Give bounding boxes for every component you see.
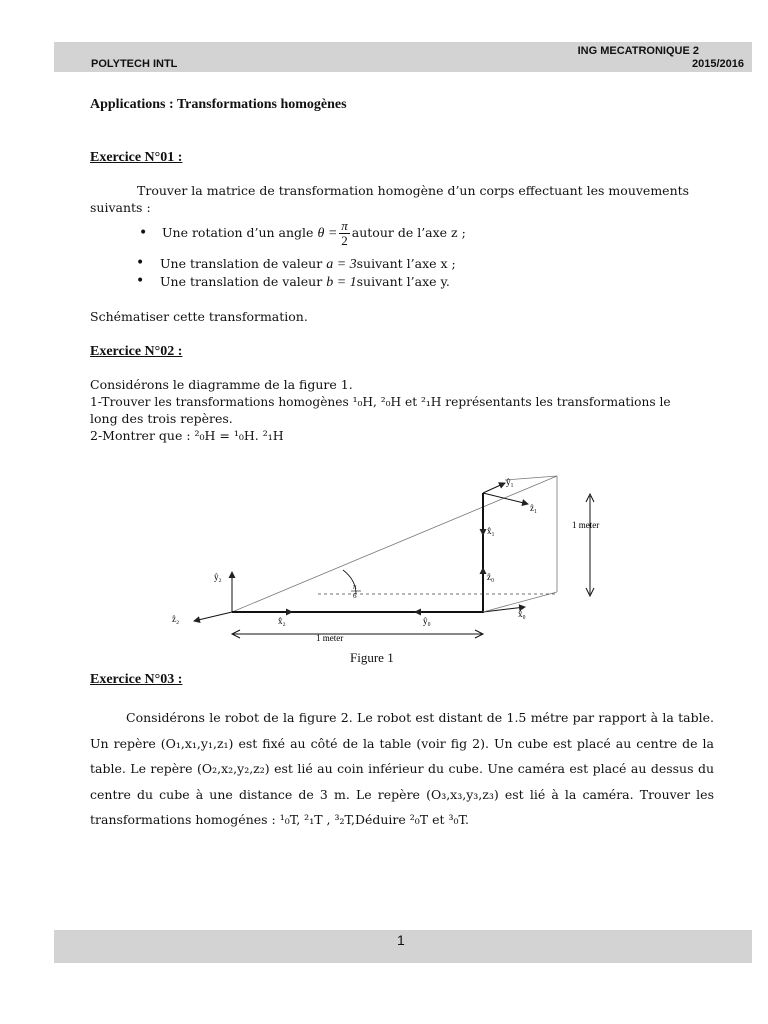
ex1-b1-den: 2 bbox=[341, 233, 348, 248]
ex1-b2-pre: Une translation de valeur bbox=[160, 256, 323, 271]
ex2-line3: long des trois repères. bbox=[90, 411, 233, 426]
ex2-line2: 1-Trouver les transformations homogènes ¹₀H, ²₀H et ²₁H représentants les transformations le bbox=[90, 395, 671, 409]
label-x2: x̂₂ bbox=[278, 616, 286, 626]
label-1meter-right: 1 meter bbox=[572, 520, 600, 530]
y1-axis-arrow bbox=[483, 483, 505, 493]
ex1-intro-line1: Trouver la matrice de transformation homogène d’un corps effectuant les mouvements bbox=[137, 183, 690, 198]
ex3-paragraph bbox=[90, 705, 714, 833]
ex1-bullet1 bbox=[162, 219, 466, 248]
bullet-icon: • bbox=[139, 225, 148, 241]
ex1-bullet2 bbox=[160, 256, 456, 273]
bullet-icon: • bbox=[136, 255, 145, 271]
ex1-b3-math: b = 1 bbox=[326, 275, 357, 290]
label-angle-num: π bbox=[353, 583, 357, 591]
page-number: 1 bbox=[397, 932, 405, 948]
label-x0: x̂₀ bbox=[518, 609, 526, 619]
ex1-b2-post: suivant l’axe x ; bbox=[356, 256, 456, 271]
label-y0: ŷ₀ bbox=[423, 616, 431, 626]
ex1-b1-theta: θ = bbox=[317, 226, 338, 241]
ex1-b3-post: suivant l’axe y. bbox=[356, 274, 450, 289]
label-1meter-bottom: 1 meter bbox=[316, 633, 344, 643]
ex1-b1-num: π bbox=[341, 218, 348, 233]
ex1-intro-line2: suivants : bbox=[90, 200, 151, 215]
ex1-b3-pre: Une translation de valeur bbox=[160, 274, 323, 289]
ex1-b1-fraction bbox=[339, 219, 350, 248]
bullet-icon: • bbox=[136, 273, 145, 289]
label-x1: x̂₁ bbox=[487, 526, 495, 536]
school-name: POLYTECH INTL bbox=[91, 58, 178, 70]
ex2-heading: Exercice N°02 : bbox=[90, 344, 183, 359]
label-y2: ŷ₂ bbox=[214, 572, 222, 582]
label-angle-den: 6 bbox=[353, 592, 357, 600]
ex1-heading: Exercice N°01 : bbox=[90, 150, 183, 165]
hypotenuse-line bbox=[232, 476, 557, 612]
label-z2: ẑ₂ bbox=[172, 614, 180, 624]
ex2-line4: 2-Montrer que : ²₀H = ¹₀H. ²₁H bbox=[90, 428, 284, 443]
course-name: ING MECATRONIQUE 2 bbox=[577, 45, 699, 57]
figure-1-caption: Figure 1 bbox=[350, 650, 394, 665]
figure-1-diagram bbox=[0, 460, 768, 680]
page-title: Applications : Transformations homogènes bbox=[90, 97, 347, 112]
label-z0: ẑ₀ bbox=[487, 572, 495, 582]
z1-axis-arrow bbox=[483, 493, 528, 504]
label-z1: ẑ₁ bbox=[530, 503, 538, 513]
page-header bbox=[54, 42, 752, 72]
label-y1: ŷ₁ bbox=[506, 477, 514, 487]
ex3-heading: Exercice N°03 : bbox=[90, 672, 183, 687]
ex1-b1-pre: Une rotation d’un angle bbox=[162, 225, 314, 240]
ex2-line1: Considérons le diagramme de la figure 1. bbox=[90, 377, 353, 392]
ex1-bullet3 bbox=[160, 274, 450, 291]
ex3-paragraph-text: Considérons le robot de la figure 2. Le robot est distant de 1.5 métre par rapport à la table. Un repère (O₁,x₁,y₁,z₁) est fixé au côté de la table (voir fig 2). Un cube est placé au centre de la table. Le repère (O₂,x₂,y₂,z₂) est lié au coin inférieur du cube. Une caméra est placé au dessus du centre du cube à une distance de 3 m. Le repère (O₃,x₃,y₃,z₃) est lié à la caméra. Trouver les transformations homogénes : ¹₀T, ²₁T , ³₂T,Déduire ²₀T et ³₀T. bbox=[90, 710, 714, 827]
z2-axis-arrow bbox=[194, 612, 232, 621]
ex1-schema: Schématiser cette transformation. bbox=[90, 309, 308, 324]
page-footer bbox=[54, 930, 752, 963]
ex1-b2-math: a = 3 bbox=[326, 257, 357, 272]
academic-year: 2015/2016 bbox=[692, 58, 744, 70]
ex1-b1-post: autour de l’axe z ; bbox=[351, 225, 466, 240]
